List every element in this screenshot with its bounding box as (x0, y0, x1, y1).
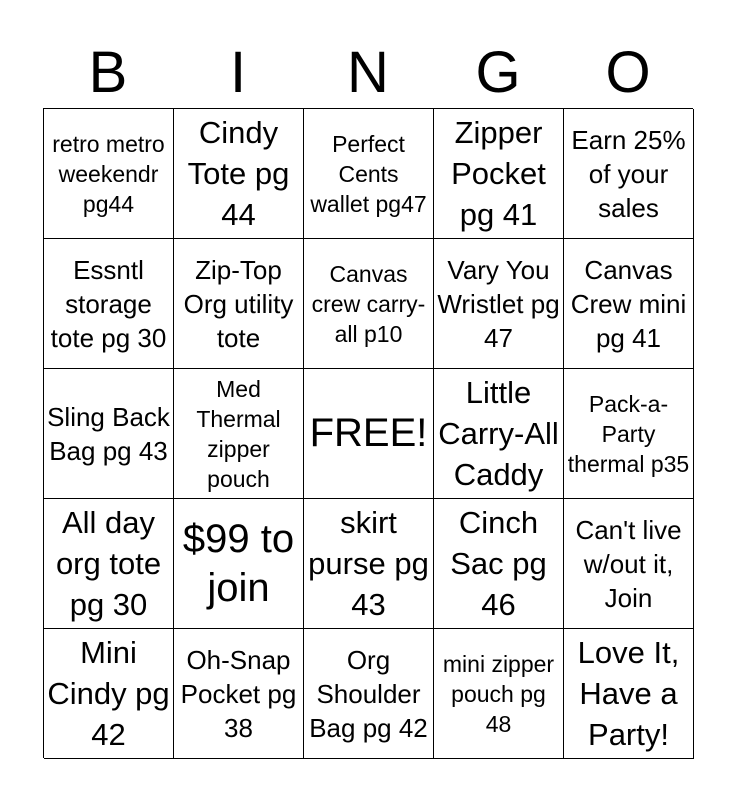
bingo-cell-r4c4[interactable] (434, 499, 564, 629)
header-letter-n: N (347, 40, 389, 105)
bingo-cell-r2c1[interactable] (44, 239, 174, 369)
cell-text: Sling Back Bag pg 43 (47, 401, 170, 466)
bingo-cell-r4c3[interactable] (304, 499, 434, 629)
bingo-cell-r3c4[interactable] (434, 369, 564, 499)
cell-text: Oh-Snap Pocket pg 38 (180, 644, 297, 743)
cell-text: Essntl storage tote pg 30 (50, 254, 167, 353)
bingo-cell-r2c3[interactable] (304, 239, 434, 369)
header-letter-b: B (88, 40, 128, 105)
bingo-cell-r5c5[interactable] (564, 629, 694, 759)
bingo-cell-r2c2[interactable] (174, 239, 304, 369)
bingo-cell-r5c2[interactable] (174, 629, 304, 759)
bingo-cell-r4c1[interactable] (44, 499, 174, 629)
cell-text: Love It, Have a Party! (577, 635, 680, 752)
cell-text: Org Shoulder Bag pg 42 (309, 644, 428, 743)
cell-text: Zipper Pocket pg 41 (451, 115, 546, 232)
bingo-cell-r1c5[interactable] (564, 109, 694, 239)
bingo-cell-r5c4[interactable] (434, 629, 564, 759)
bingo-cell-r5c1[interactable] (44, 629, 174, 759)
cell-text: Pack-a-Party thermal p35 (567, 390, 690, 477)
header-letter-o: O (605, 40, 651, 105)
cell-text: Mini Cindy pg 42 (47, 635, 170, 752)
bingo-header (43, 40, 693, 106)
cell-text: skirt purse pg 43 (308, 505, 429, 622)
bingo-cell-r2c5[interactable] (564, 239, 694, 369)
bingo-cell-r4c5[interactable] (564, 499, 694, 629)
bingo-cell-r1c4[interactable] (434, 109, 564, 239)
cell-text: retro metro weekendr pg44 (52, 130, 165, 217)
cell-text: Canvas crew carry-all p10 (311, 260, 426, 347)
bingo-cell-r1c2[interactable] (174, 109, 304, 239)
cell-text: Perfect Cents wallet pg47 (310, 130, 427, 217)
bingo-cell-r1c1[interactable] (44, 109, 174, 239)
bingo-cell-r5c3[interactable] (304, 629, 434, 759)
bingo-grid (43, 108, 693, 758)
free-space-label: FREE! (309, 411, 428, 455)
header-letter-i: I (229, 40, 247, 105)
bingo-cell-r2c4[interactable] (434, 239, 564, 369)
cell-text: Little Carry-All Caddy (438, 375, 559, 492)
cell-text: $99 to join (182, 516, 295, 610)
cell-text: mini zipper pouch pg 48 (442, 650, 555, 737)
bingo-cell-r3c2[interactable] (174, 369, 304, 499)
bingo-cell-free[interactable] (304, 369, 434, 499)
cell-text: Med Thermal zipper pouch (196, 375, 281, 492)
header-letter-g: G (475, 40, 521, 105)
bingo-cell-r1c3[interactable] (304, 109, 434, 239)
cell-text: Canvas Crew mini pg 41 (570, 254, 687, 353)
bingo-cell-r3c5[interactable] (564, 369, 694, 499)
cell-text: Vary You Wristlet pg 47 (437, 254, 560, 353)
cell-text: All day org tote pg 30 (55, 505, 162, 622)
cell-text: Cinch Sac pg 46 (450, 505, 547, 622)
cell-text: Zip-Top Org utility tote (183, 254, 294, 353)
bingo-cell-r4c2[interactable] (174, 499, 304, 629)
cell-text: Can't live w/out it, Join (575, 514, 682, 613)
cell-text: Earn 25% of your sales (571, 124, 686, 223)
cell-text: Cindy Tote pg 44 (187, 115, 290, 232)
bingo-cell-r3c1[interactable] (44, 369, 174, 499)
